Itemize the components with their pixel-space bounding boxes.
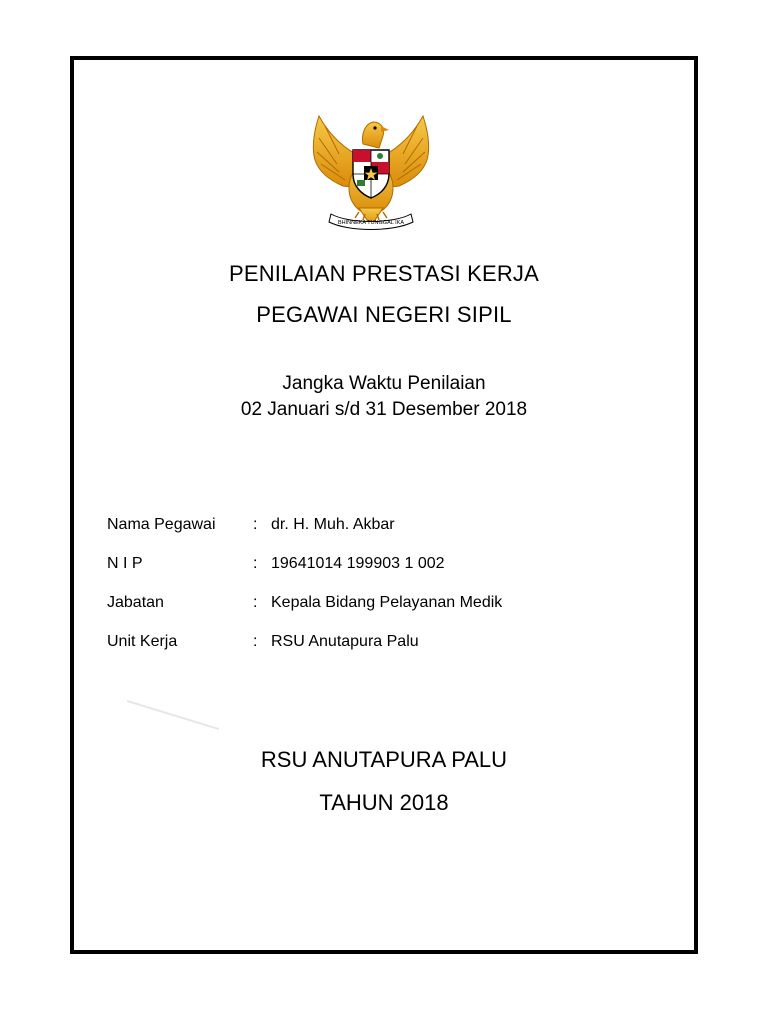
- employee-position-value: Kepala Bidang Pelayanan Medik: [271, 594, 503, 611]
- document-year: TAHUN 2018: [319, 790, 449, 815]
- document-title-line-2: PEGAWAI NEGERI SIPIL: [256, 302, 512, 327]
- employee-nip-label: N I P: [107, 555, 143, 572]
- institution-name: RSU ANUTAPURA PALU: [260, 747, 508, 772]
- field-separator: :: [253, 594, 258, 611]
- document-title-line-1: PENILAIAN PRESTASI KERJA: [228, 261, 540, 286]
- assessment-period-value: 02 Januari s/d 31 Desember 2018: [240, 399, 528, 420]
- employee-unit-value: RSU Anutapura Palu: [271, 633, 419, 650]
- field-separator: :: [253, 555, 258, 572]
- employee-position-label: Jabatan: [107, 594, 164, 611]
- emblem-motto: BHINNEKA TUNGGAL IKA: [337, 220, 405, 226]
- assessment-period-label: Jangka Waktu Penilaian: [282, 373, 486, 394]
- field-separator: :: [253, 516, 258, 533]
- employee-nip-value: 19641014 199903 1 002: [271, 555, 445, 572]
- employee-unit-label: Unit Kerja: [107, 633, 178, 650]
- employee-name-label: Nama Pegawai: [107, 516, 216, 533]
- garuda-pancasila-emblem-icon: [309, 108, 433, 236]
- employee-name-value: dr. H. Muh. Akbar: [271, 516, 395, 533]
- field-separator: :: [253, 633, 258, 650]
